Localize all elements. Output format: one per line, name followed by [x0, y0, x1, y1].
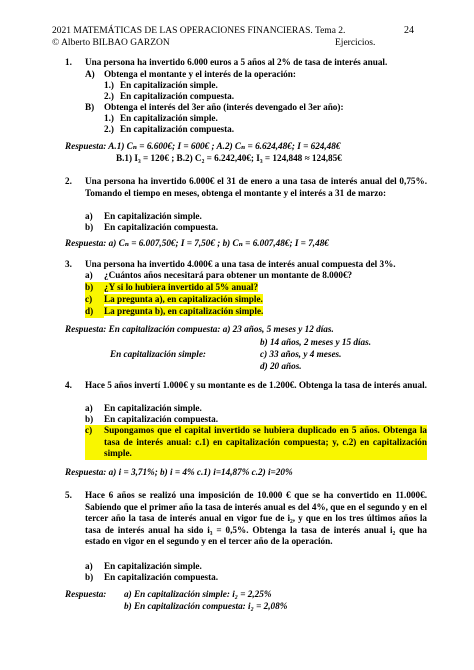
list-item: b) En capitalización compuesta.	[85, 414, 219, 424]
answer: b) En capitalización compuesta: i₂ = 2,08%	[124, 601, 288, 611]
exercise-number: 5.	[65, 490, 72, 500]
list-item: Supongamos que el capital invertido se hubiera duplicado en 5 años. Obtenga la tasa de interés anual: c.1) en capitalización compuesta; y, c.2) en capitalización simple.	[104, 425, 427, 458]
list-item: d) La pregunta b), en capitalización simple.	[85, 306, 264, 316]
list-item: b) En capitalización compuesta.	[85, 222, 219, 232]
list-item: a) En capitalización simple.	[85, 561, 202, 571]
list-item: 1.) En capitalización simple.	[104, 113, 218, 123]
list-item: A) Obtenga el montante y el interés de la operación:	[85, 69, 296, 79]
answer: a) En capitalización simple: i₂ = 2,25%	[124, 589, 272, 599]
list-item: 1.) En capitalización simple.	[104, 80, 218, 90]
list-item: a) En capitalización simple.	[85, 211, 202, 221]
answer: Respuesta:	[65, 589, 107, 599]
answer: Respuesta: a) Cₙ = 6.007,50€; I = 7,50€ ; b) Cₙ = 6.007,48€; I = 7,48€	[65, 238, 329, 248]
exercise-number: 3.	[65, 259, 72, 269]
header-section: Ejercicios.	[335, 38, 376, 48]
answer: d) 20 años.	[260, 361, 302, 371]
exercise-number: 4.	[65, 380, 72, 390]
answer: c) 33 años, y 4 meses.	[260, 349, 342, 359]
answer: Respuesta: a) i = 3,71%; b) i = 4% c.1) i=14,87% c.2) i=20%	[65, 467, 293, 477]
exercise-number: 2.	[65, 176, 72, 186]
list-item: a) En capitalización simple.	[85, 403, 202, 413]
exercise-stem: Una persona ha invertido 6.000 euros a 5 años al 2% de tasa de interés anual.	[85, 57, 388, 67]
answer: En capitalización simple:	[110, 349, 206, 359]
header-author: © Alberto BILBAO GARZON	[52, 38, 170, 48]
list-item: b) En capitalización compuesta.	[85, 572, 219, 582]
list-item: a) ¿Cuántos años necesitará para obtener un montante de 8.000€?	[85, 270, 353, 280]
answer: b) 14 años, 2 meses y 15 días.	[260, 337, 372, 347]
exercise-stem: Una persona ha invertido 6.000€ el 31 de enero a una tasa de interés anual del 0,75%. Tomando el tiempo en meses, obtenga el montante y el interés a 31 de marzo:	[85, 176, 427, 198]
exercise-stem: Hace 6 años se realizó una imposición de 10.000 € que se ha convertido en 11.000€. Sabiendo que el primer año la tasa de interés anual es del 4%, que en el segundo y en el tercer año la tasa de interés anual en vigor fue de i₂, y que en los tres últimos años la tasa de interés anual ha sido i₃ = 0,5%. Obtenga la tasa de interés anual i₂ que ha estado en vigor en el segundo y en el tercer año de la operación.	[85, 490, 427, 546]
answer: Respuesta: En capitalización compuesta: a) 23 años, 5 meses y 12 días.	[65, 324, 334, 334]
exercise-number: 1.	[65, 57, 72, 67]
exercise-stem: Una persona ha invertido 4.000€ a una tasa de interés anual compuesta del 3%.	[85, 259, 396, 269]
header-title: 2021 MATEMÁTICAS DE LAS OPERACIONES FINANCIERAS. Tema 2.	[52, 26, 346, 36]
exercise-stem: Hace 5 años invertí 1.000€ y su montante es de 1.200€. Obtenga la tasa de interés anual.	[85, 380, 427, 390]
list-item: 2.) En capitalización compuesta.	[104, 91, 235, 101]
list-item-label: c)	[85, 425, 93, 435]
list-item: B) Obtenga el interés del 3er año (interés devengado el 3er año):	[85, 102, 344, 112]
list-item: c) La pregunta a), en capitalización simple.	[85, 294, 263, 304]
page-number: 24	[404, 25, 414, 36]
answer: B.1) I₃ = 120€ ; B.2) C₂ = 6.242,40€; I₃ = 124,848 ≈ 124,85€	[116, 153, 342, 163]
list-item: 2.) En capitalización compuesta.	[104, 124, 235, 134]
list-item: b) ¿Y si lo hubiera invertido al 5% anual?	[85, 282, 259, 292]
answer: Respuesta: A.1) Cₙ = 6.600€; I = 600€ ; A.2) Cₙ = 6.624,48€; I = 624,48€	[65, 141, 341, 151]
